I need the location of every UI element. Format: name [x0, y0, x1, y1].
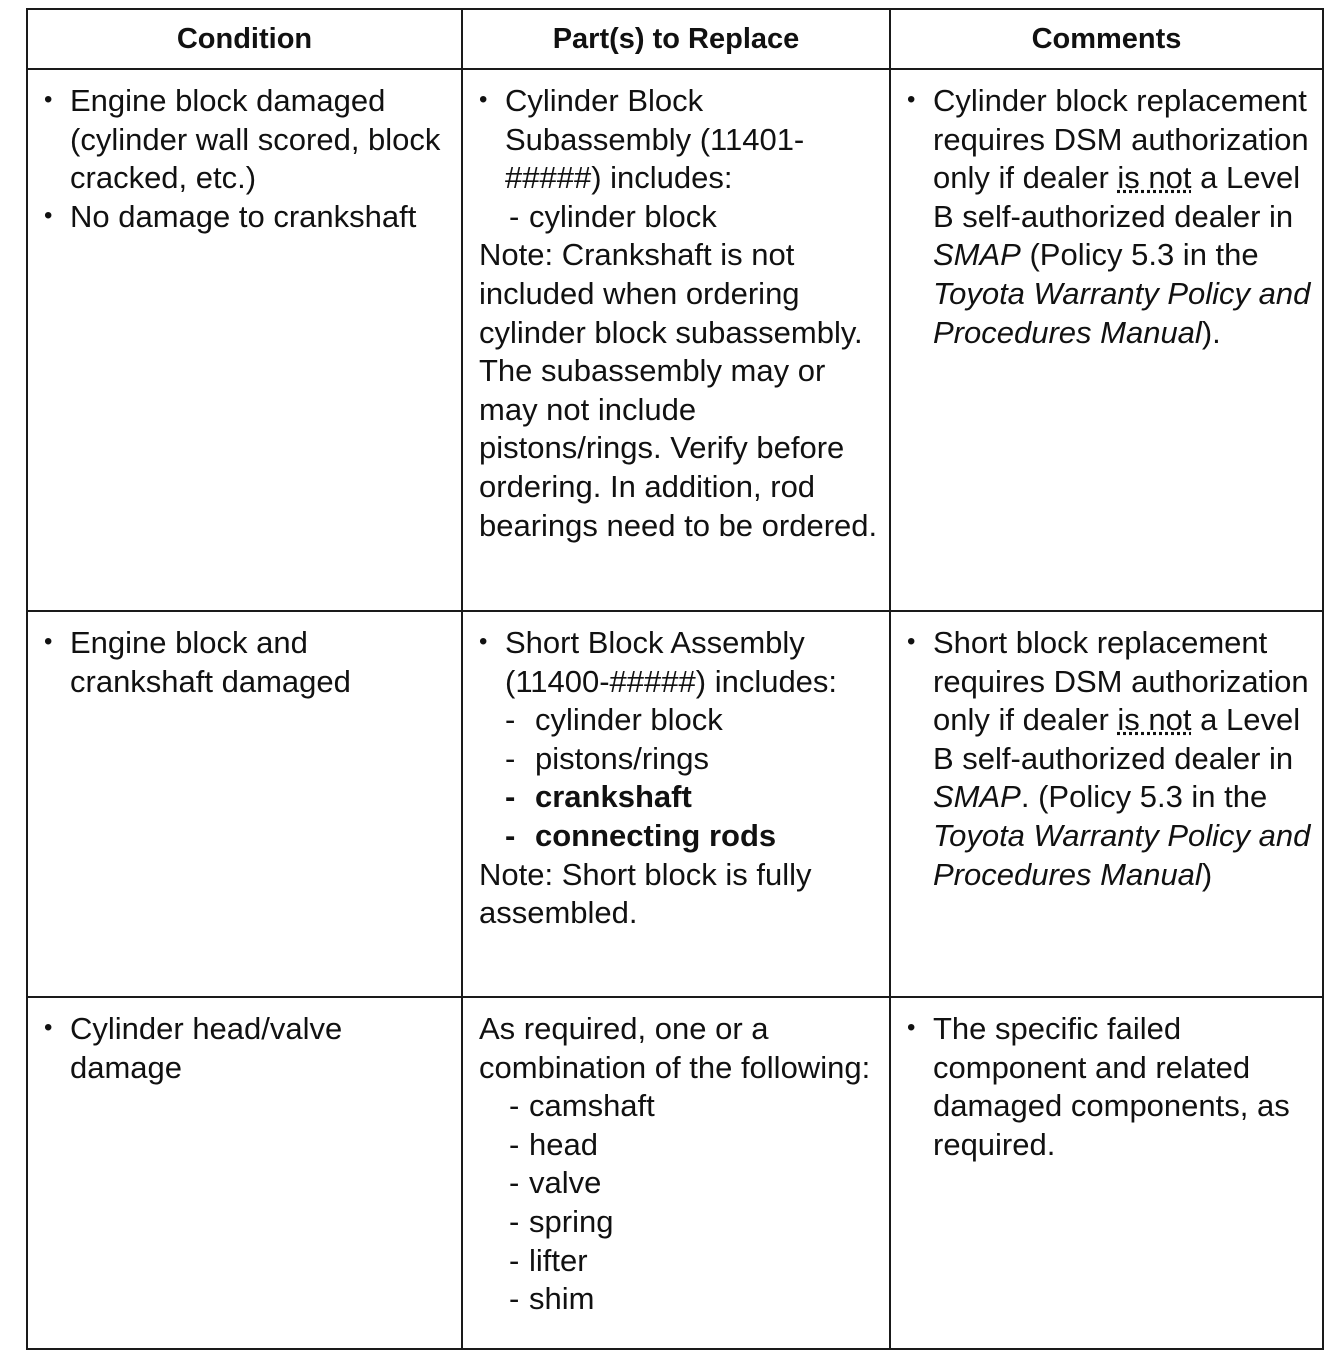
part-item: - head — [479, 1126, 879, 1165]
parts-intro: As required, one or a combination of the following: — [479, 1011, 871, 1085]
header-condition: Condition — [27, 9, 462, 69]
part-item: - shim — [479, 1280, 879, 1319]
comment-text: • Cylinder block replacement requires DSM authorization only if dealer is not a Level B self-authorized dealer in SMAP (Policy 5.3 in the Toyota Warranty Policy and Procedures Manual). — [907, 82, 1312, 352]
parts-replacement-table — [26, 8, 1324, 1350]
part-item: - spring — [479, 1203, 879, 1242]
table-row — [27, 69, 1323, 611]
part-item: - connecting rods — [479, 817, 879, 856]
header-row — [27, 9, 1323, 69]
parts-intro: • Short Block Assembly (11400-#####) includes: — [479, 624, 879, 701]
header-parts-to-replace: Part(s) to Replace — [462, 9, 890, 69]
comments-cell — [890, 997, 1323, 1349]
table-row — [27, 997, 1323, 1349]
parts-cell — [462, 611, 890, 997]
comment-text: • Short block replacement requires DSM authorization only if dealer is not a Level B self-authorized dealer in SMAP. (Policy 5.3 in the Toyota Warranty Policy and Procedures Manual) — [907, 624, 1312, 894]
parts-cell — [462, 69, 890, 611]
parts-intro: • Cylinder Block Subassembly (11401-#####) includes: — [479, 82, 879, 198]
comments-cell — [890, 611, 1323, 997]
parts-note: Note: Short block is fully assembled. — [479, 856, 812, 931]
condition-item: • Engine block damaged (cylinder wall scored, block cracked, etc.) — [44, 82, 451, 198]
part-item: - crankshaft — [479, 778, 879, 817]
parts-cell — [462, 997, 890, 1349]
part-item: - pistons/rings — [479, 740, 879, 779]
part-item: - valve — [479, 1164, 879, 1203]
table-row — [27, 611, 1323, 997]
condition-cell — [27, 611, 462, 997]
parts-note: Note: Crankshaft is not included when ordering cylinder block subassembly. The subassembly may or may not include pistons/rings. Verify before ordering. In addition, rod bearings need to be ordered. — [479, 237, 878, 543]
part-item: - camshaft — [479, 1087, 879, 1126]
comment-text: • The specific failed component and related damaged components, as required. — [907, 1010, 1312, 1164]
condition-item: • Cylinder head/valve damage — [44, 1010, 451, 1087]
condition-cell — [27, 69, 462, 611]
part-item: - cylinder block — [479, 198, 879, 237]
condition-cell — [27, 997, 462, 1349]
part-item: - lifter — [479, 1242, 879, 1281]
condition-item: • No damage to crankshaft — [44, 198, 451, 237]
part-item: - cylinder block — [479, 701, 879, 740]
comments-cell — [890, 69, 1323, 611]
condition-item: • Engine block and crankshaft damaged — [44, 624, 451, 701]
header-comments: Comments — [890, 9, 1323, 69]
